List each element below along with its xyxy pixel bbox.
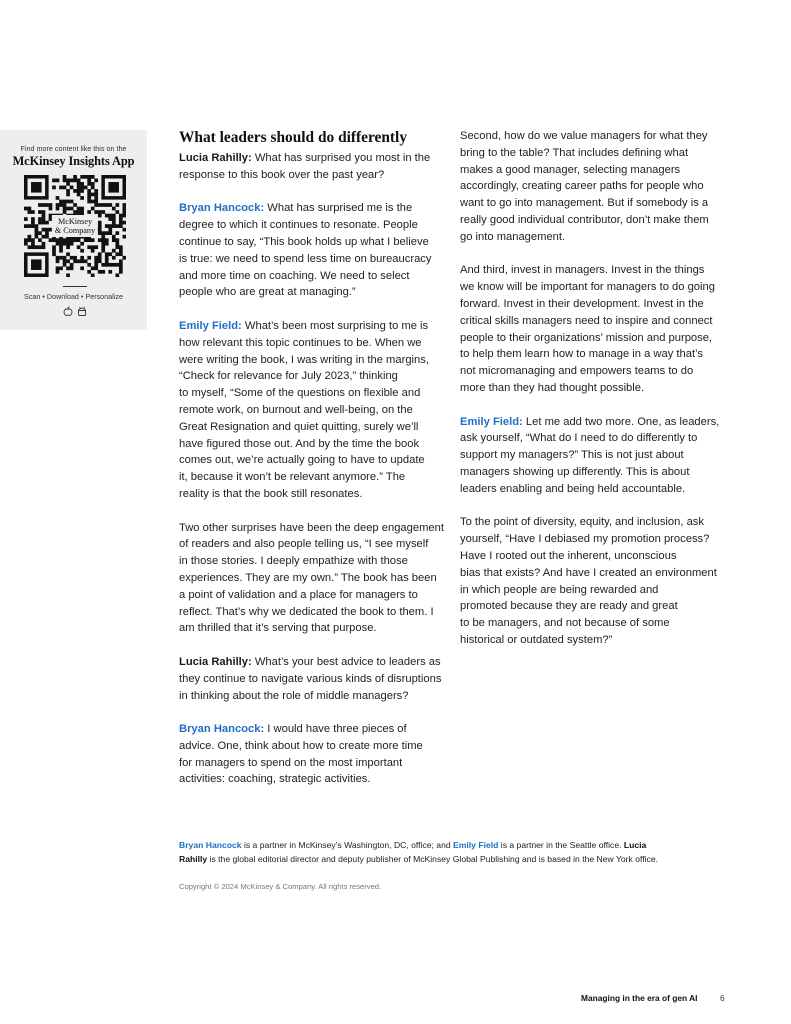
paragraph	[460, 514, 732, 648]
paragraph	[460, 414, 732, 498]
author-bio	[179, 838, 739, 866]
android-icon[interactable]	[79, 307, 86, 316]
bio-name-emily-field[interactable]: Emily Field	[453, 840, 499, 850]
paragraph	[179, 520, 449, 638]
paragraph-text: Second, how do we value managers for what they bring to the table? That includes defining what makes a good manager, selecting managers accordingly, creating career paths for people who want to go into management. But if somebody is a really good individual contributor, don’t make them go into management.	[460, 130, 709, 243]
paragraph	[179, 150, 449, 184]
paragraph-text: What has surprised you most in the response to this book over the past year?	[179, 152, 431, 181]
paragraph-text: To the point of diversity, equity, and inclusion, ask yourself, “Have I debiased my promotion process? Have I rooted out the inherent, unconscious bias that exists? And have I created an environment in which people are being rewarded and promoted because they are ready and great to be managers, and not because of some historical or outdated system?”	[460, 516, 717, 646]
paragraph	[179, 200, 449, 301]
bio-text-2: is a partner in the Seattle office.	[498, 840, 624, 850]
promo-divider	[63, 286, 87, 287]
column-right-body	[460, 128, 732, 649]
speaker-name: Emily Field:	[460, 415, 523, 428]
bio-name-lucia-rahilly: Lucia Rahilly	[179, 840, 647, 864]
paragraph-text: What has surprised me is the degree to which it continues to resonate. People continue to say, “This book holds up what I believe is true: we need to spend less time on bureaucracy and more time on coaching. We need to select people who are great at managing.”	[179, 202, 432, 299]
apple-icon[interactable]	[64, 307, 72, 316]
paragraph-text: Two other surprises have been the deep engagement of readers and also people telling us, “I see myself in those stories. I deeply empathize with those experiences. They are my own.” The book has been a point of validation and a place for managers to reflect. That’s why we dedicated the book to them. I am thrilled that it’s serving that purpose.	[179, 521, 444, 635]
paragraph	[179, 721, 449, 788]
page-number: 6	[720, 993, 725, 1003]
mckinsey-logo	[52, 215, 98, 237]
article-column-left	[179, 128, 449, 805]
bio-text-3: is the global editorial director and deputy publisher of McKinsey Global Publishing and is based in the New York office.	[207, 854, 658, 864]
paragraph-text: And third, invest in managers. Invest in the things we know will be important for managers to do going forward. Invest in their development. Invest in the critical skills managers need to inspire and connect people to their organizations’ mission and purpose, to help them learn how to manage in a way that’s not micromanaging and empowers teams to do more than they had thought possible.	[460, 264, 715, 394]
bio-name-bryan-hancock[interactable]: Bryan Hancock	[179, 840, 242, 850]
section-heading: What leaders should do differently	[179, 129, 408, 146]
promo-app-name: McKinsey Insights App	[12, 154, 135, 168]
bio-text-1: is a partner in McKinsey’s Washington, DC, office; and	[241, 840, 454, 850]
speaker-name: Lucia Rahilly:	[179, 152, 252, 164]
qr-code[interactable]	[24, 175, 126, 277]
paragraph	[460, 262, 732, 396]
promo-tagline: Scan • Download • Personalize	[24, 292, 123, 301]
qr-logo-line1: McKinsey	[57, 217, 93, 226]
speaker-name: Bryan Hancock:	[179, 202, 265, 215]
speaker-name: Emily Field:	[179, 319, 242, 332]
paragraph	[179, 654, 449, 704]
paragraph-text: Let me add two more. One, as leaders, ask yourself, “What do I need to do differently to support my managers?” This is not just about managers showing up differently. This is about leaders enabling and being held accountable.	[460, 415, 720, 495]
article-column-right	[460, 128, 732, 666]
paragraph-text: I would have three pieces of advice. One, think about how to create more time for managers to spend on the most important activities: coaching, strategic activities.	[179, 723, 423, 786]
speaker-name: Bryan Hancock:	[179, 723, 265, 736]
app-promo-sidebar	[0, 130, 147, 330]
promo-find-text: Find more content like this on the	[20, 144, 127, 153]
paragraph	[179, 318, 449, 503]
speaker-name: Lucia Rahilly:	[179, 655, 252, 668]
paragraph	[460, 128, 732, 246]
qr-logo-line2: & Company	[54, 226, 96, 235]
column-left-body	[179, 150, 449, 788]
paragraph-text: What’s been most surprising to me is how relevant this topic continues to be. When we were writing the book, I was writing in the margins, “Check for relevance for July 2023,” thinking to myself, “Some of the questions on flexible and remote work, on burnout and well-being, on the Great Resignation and quiet quitting, surely we’ll have figured those out. And by the time the book comes out, we’re actually going to have to update it, because it won’t be relevant anymore.” The reality is that the book still resonates.	[179, 319, 429, 500]
copyright: Copyright © 2024 McKinsey & Company. All rights reserved.	[179, 882, 382, 891]
store-icons	[62, 306, 88, 316]
paragraph-text: What’s your best advice to leaders as they continue to navigate various kinds of disruptions in thinking about the role of middle managers?	[179, 655, 442, 702]
footer-title: Managing in the era of gen AI	[581, 993, 698, 1003]
